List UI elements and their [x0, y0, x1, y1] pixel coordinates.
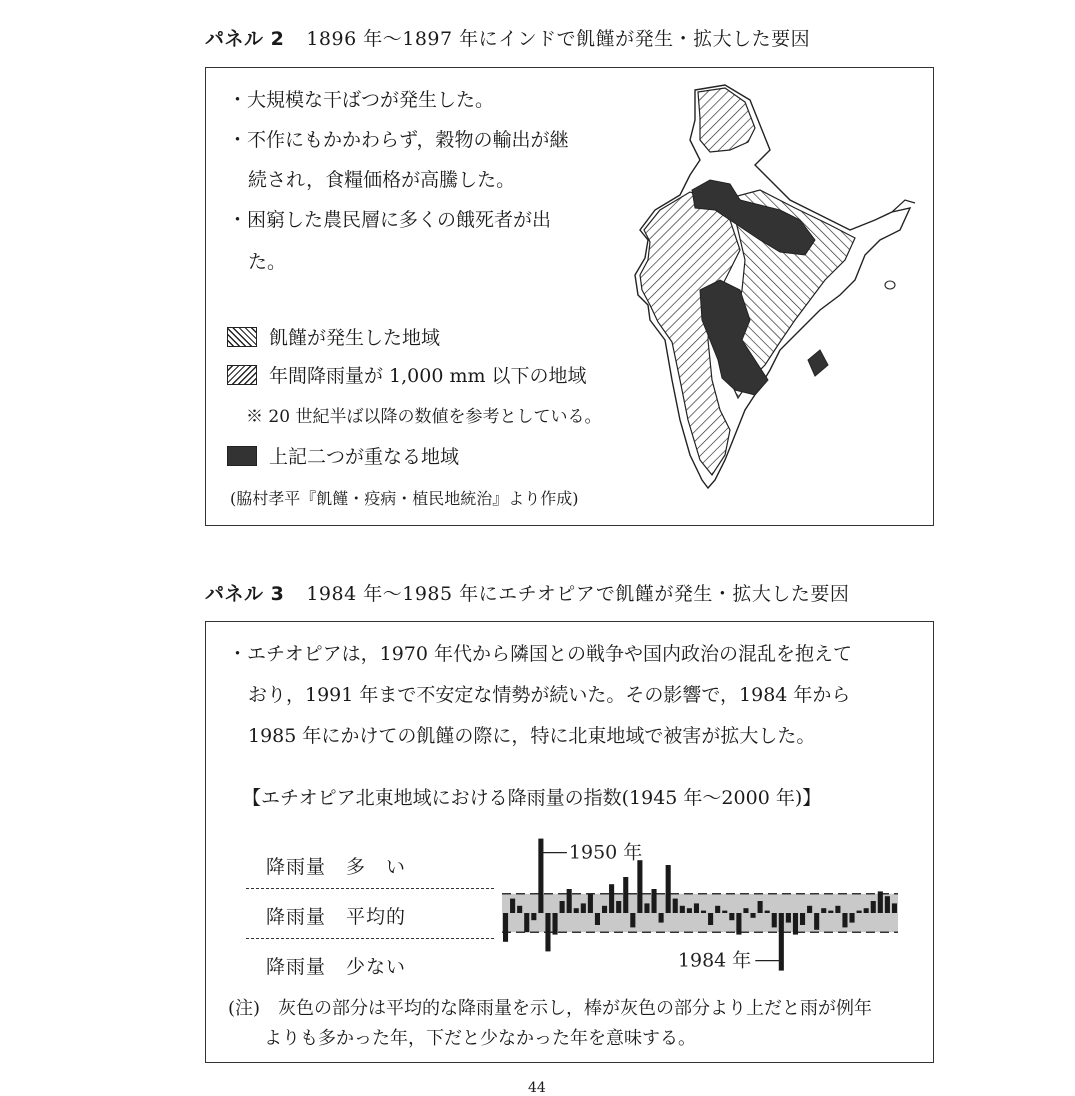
rain-bar-1999 [885, 896, 890, 913]
rain-bar-1949 [531, 913, 536, 920]
rain-bar-1956 [581, 903, 586, 913]
rainfall-index-chart [494, 822, 914, 982]
rain-bar-1998 [878, 891, 883, 913]
rain-bar-1957 [588, 894, 593, 913]
annotation-1984: 1984 年 [677, 949, 752, 972]
panel2-bullet-3-cont: た。 [248, 251, 287, 273]
rain-bar-1978 [736, 913, 741, 935]
panel2-bullet-3: ・困窮した農民層に多くの餓死者が出 [228, 209, 552, 231]
rain-bar-1972 [694, 903, 699, 913]
rain-bar-1966 [651, 889, 656, 913]
rain-bar-1963 [630, 913, 635, 927]
rain-bar-1970 [680, 906, 685, 913]
panel2-bullet-2-cont: 続され，食糧価格が高騰した。 [248, 169, 516, 191]
rain-bar-1995 [857, 911, 862, 913]
rain-bar-1947 [517, 906, 522, 913]
rain-bar-1986 [793, 913, 798, 935]
rain-bar-1964 [637, 860, 642, 913]
page-number: 44 [528, 1080, 546, 1096]
rain-bar-1994 [849, 913, 854, 923]
rain-bar-1975 [715, 906, 720, 913]
rain-bar-1988 [807, 906, 812, 913]
rain-bar-1960 [609, 884, 614, 913]
panel3-label: パネル 3 [205, 583, 285, 605]
rain-bar-1954 [567, 889, 572, 913]
rain-bar-1987 [800, 913, 805, 925]
panel3-bullet-1: ・エチオピアは，1970 年代から隣国との戦争や国内政治の混乱を抱えて [228, 643, 853, 665]
rain-bar-1993 [842, 913, 847, 927]
low-rain-hatch-swatch [227, 365, 257, 385]
rain-bar-1983 [772, 913, 777, 927]
legend-famine-label: 飢饉が発生した地域 [269, 327, 441, 349]
rain-bar-1977 [729, 913, 734, 920]
rain-bar-1976 [722, 911, 727, 913]
rain-bar-1981 [758, 901, 763, 913]
rain-bar-1965 [644, 903, 649, 913]
rain-bar-1990 [821, 908, 826, 913]
rain-bar-1950 [538, 839, 543, 913]
panel2-heading: 1896 年～1897 年にインドで飢饉が発生・拡大した要因 [306, 28, 811, 50]
panel2-box [205, 67, 934, 526]
label-rain-low: 降雨量 少ない [266, 956, 407, 978]
rain-bar-1953 [560, 901, 565, 913]
legend-note: ※ 20 世紀半ば以降の数値を参考としている。 [246, 407, 602, 427]
rain-bar-1959 [602, 906, 607, 913]
legend-famine [227, 323, 440, 350]
legend-low-rain [227, 361, 587, 388]
legend-low-rain-label: 年間降雨量が 1,000 mm 以下の地域 [269, 365, 587, 387]
panel3-bullet-1-cont-a: おり，1991 年まで不安定な情勢が続いた。その影響で，1984 年から [248, 684, 851, 706]
island-east [885, 281, 895, 289]
note-line-1: (注) 灰色の部分は平均的な降雨量を示し，棒が灰色の部分より上だと雨が例年 [228, 998, 873, 1019]
panel2-label: パネル 2 [205, 28, 285, 50]
overlap-swatch [227, 446, 257, 466]
rain-bar-1951 [545, 913, 550, 951]
rain-bar-1958 [595, 913, 600, 925]
panel2-bullet-1: ・大規模な干ばつが発生した。 [228, 89, 495, 111]
rain-bar-1961 [616, 901, 621, 913]
rain-bar-1962 [623, 877, 628, 913]
rain-bar-1968 [666, 865, 671, 913]
annotation-1950: 1950 年 [568, 841, 643, 864]
india-map [630, 80, 920, 500]
overlap-region-east [808, 350, 828, 376]
famine-hatch-swatch [227, 327, 257, 347]
rain-bar-1997 [871, 901, 876, 913]
rain-bar-1948 [524, 913, 529, 932]
rain-bar-1982 [765, 911, 770, 913]
panel2-source: (脇村孝平『飢饉・疫病・植民地統治』より作成) [230, 489, 579, 508]
label-rain-avg: 降雨量 平均的 [266, 906, 407, 928]
rain-bar-1984 [779, 913, 784, 971]
rain-bar-1985 [786, 913, 791, 923]
dash-upper-left [246, 888, 494, 889]
label-rain-high: 降雨量 多 い [266, 856, 407, 878]
chart-title: 【エチオピア北東地域における降雨量の指数(1945 年～2000 年)】 [242, 787, 822, 809]
rain-bar-1971 [687, 908, 692, 913]
rain-bar-1945 [503, 913, 508, 942]
rain-bar-1980 [750, 913, 755, 918]
panel2-bullet-2: ・不作にもかかわらず，穀物の輸出が継 [228, 129, 569, 151]
panel3-bullet-1-cont-b: 1985 年にかけての飢饉の際に，特に北東地域で被害が拡大した。 [248, 725, 816, 747]
legend-overlap-label: 上記二つが重なる地域 [269, 446, 460, 468]
rain-bar-1996 [864, 908, 869, 913]
rain-bar-1969 [673, 899, 678, 913]
rain-bar-2000 [892, 903, 897, 913]
rain-bar-1991 [828, 911, 833, 913]
note-line-2: よりも多かった年，下だと少なかった年を意味する。 [264, 1028, 696, 1049]
rain-bar-1992 [835, 906, 840, 913]
panel3-box [205, 621, 934, 1063]
legend-overlap [227, 442, 459, 469]
rain-bar-1955 [574, 908, 579, 913]
panel3-heading: 1984 年～1985 年にエチオピアで飢饉が発生・拡大した要因 [306, 583, 850, 605]
rain-bar-1946 [510, 899, 515, 913]
rain-bar-1989 [814, 913, 819, 930]
dash-lower-left [246, 938, 494, 939]
rain-bar-1952 [552, 913, 557, 935]
panel2-title [205, 24, 810, 51]
rain-bar-1973 [701, 911, 706, 913]
panel3-title [205, 579, 849, 606]
rain-bar-1974 [708, 913, 713, 925]
rain-bar-1967 [659, 913, 664, 923]
rain-bar-1979 [743, 908, 748, 913]
